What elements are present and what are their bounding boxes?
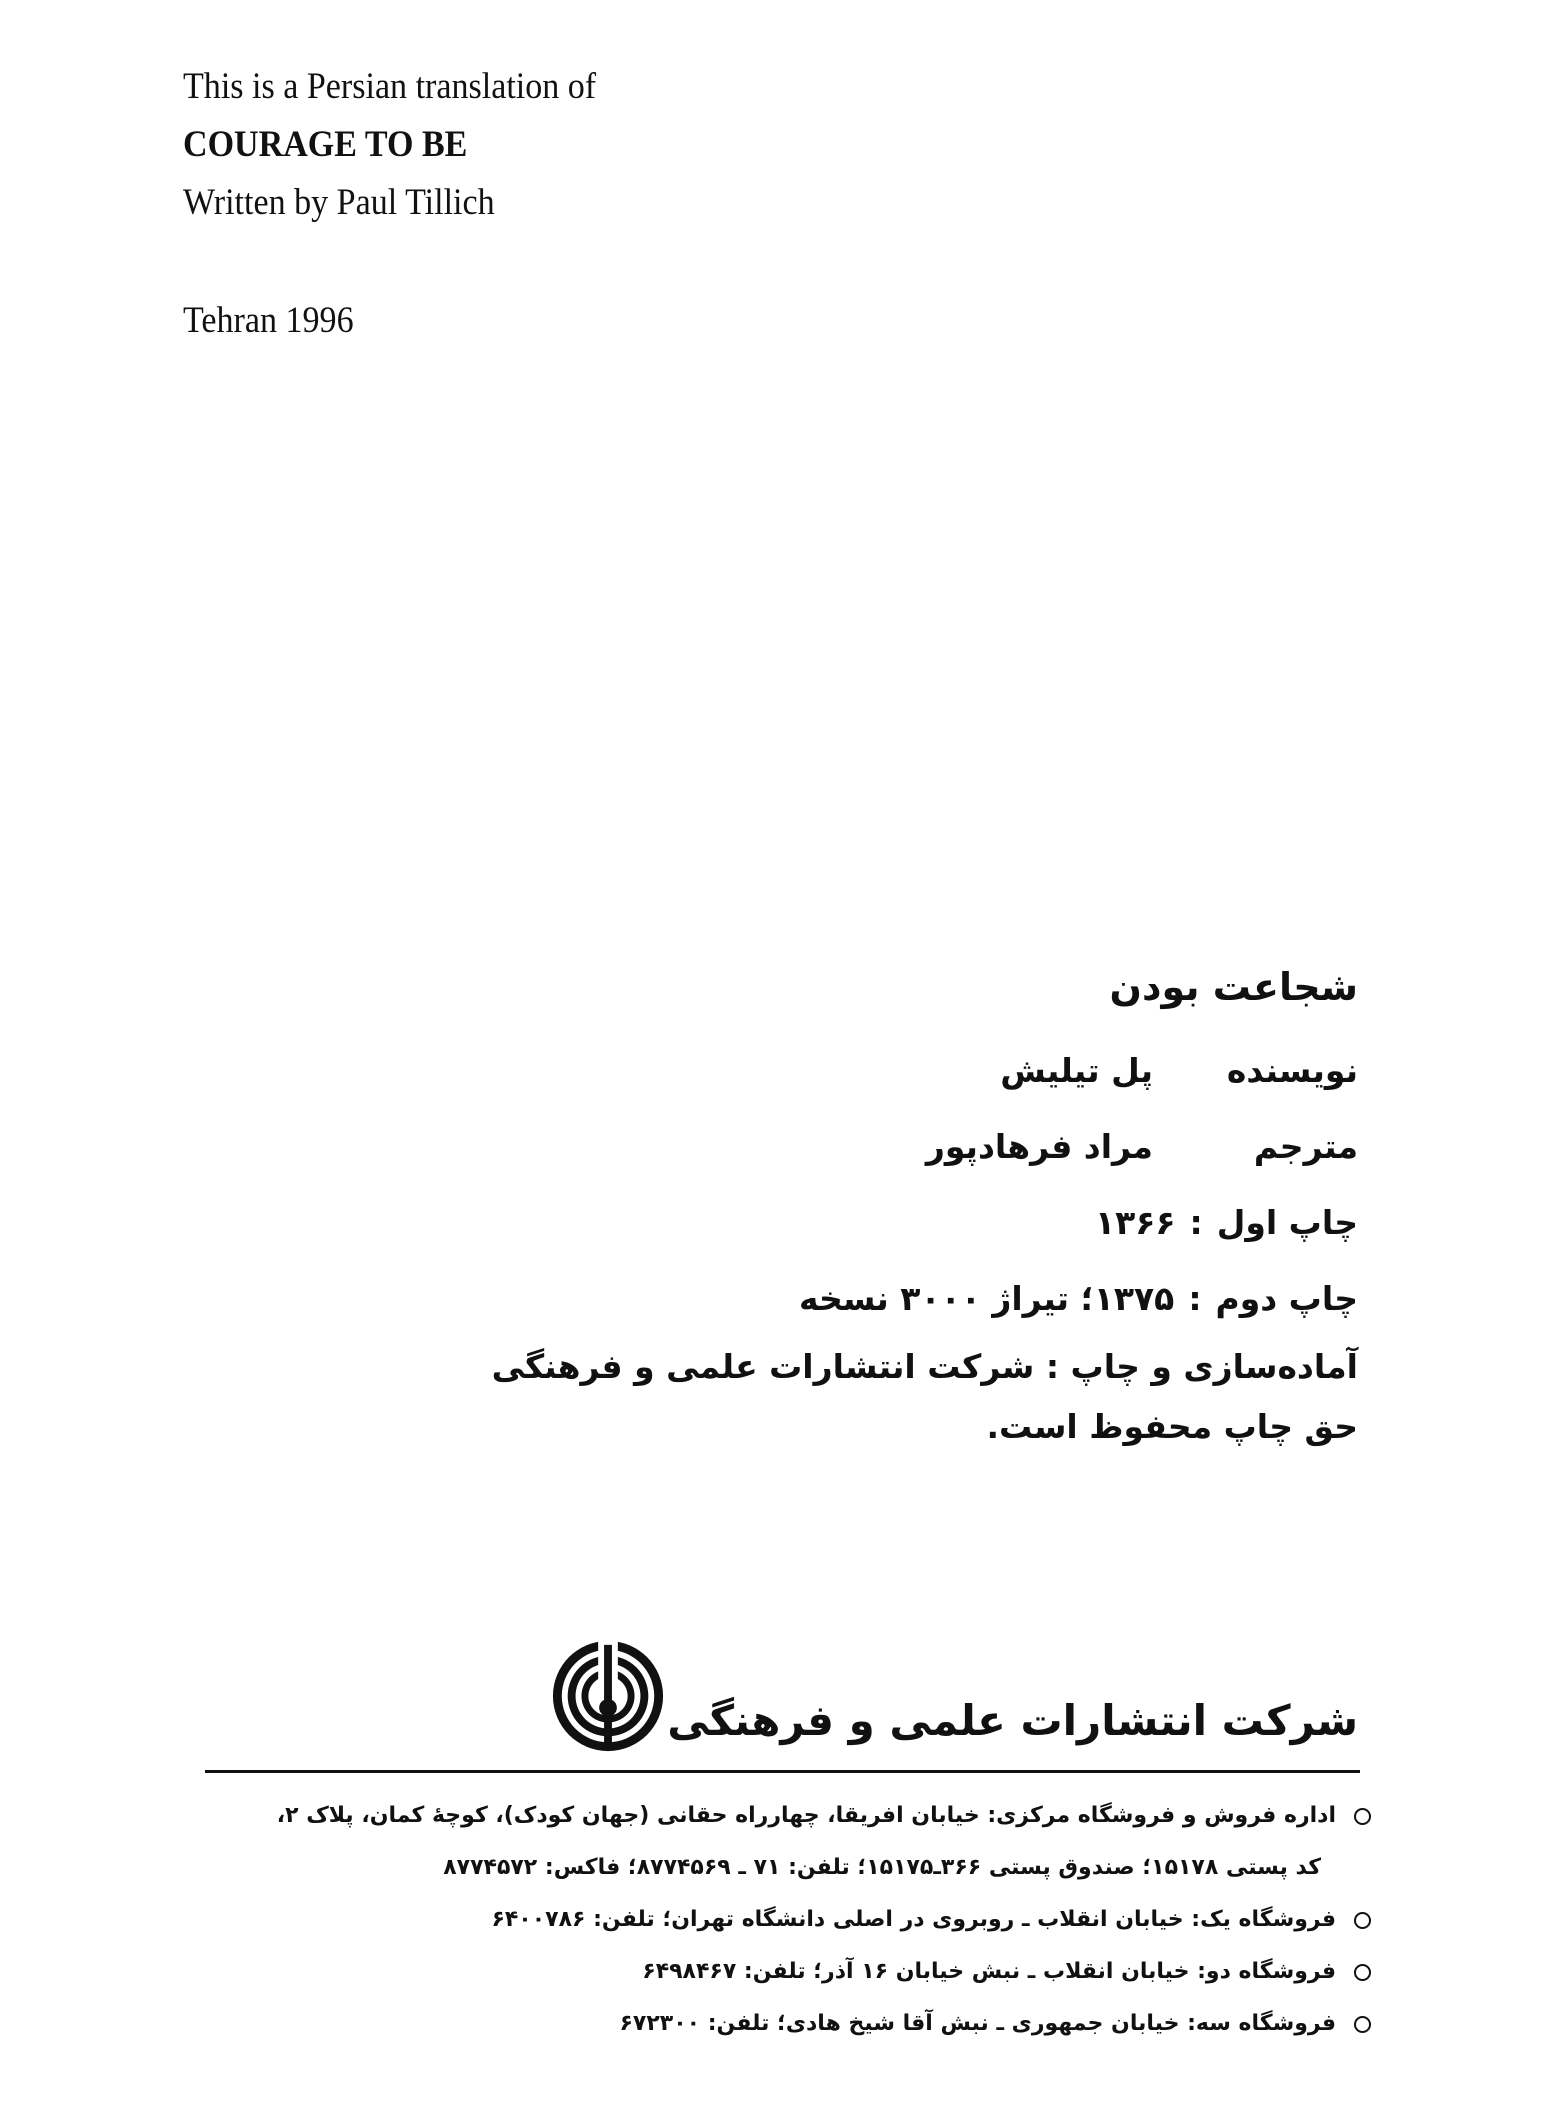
translation-note: This is a Persian translation of	[183, 66, 597, 107]
bullet-icon	[1354, 1808, 1371, 1825]
publisher-mark	[535, 1635, 1358, 1755]
separator: :	[1034, 1347, 1060, 1386]
separator: :	[1189, 1203, 1203, 1242]
divider-line	[205, 1770, 1360, 1773]
second-print-details: ۱۳۷۵؛ تیراژ ۳۰۰۰ نسخه	[799, 1279, 1175, 1318]
author-name: پل تیلیش	[1000, 1051, 1153, 1090]
publisher-addresses	[261, 1790, 1371, 2050]
second-print-row	[638, 1261, 1358, 1337]
book-title: شجاعت بودن	[1109, 965, 1358, 1009]
address-item	[261, 1790, 1371, 1842]
publisher-emblem-icon	[549, 1637, 667, 1755]
production-value: شرکت انتشارات علمی و فرهنگی	[491, 1347, 1035, 1386]
publisher-name: شرکت انتشارات علمی و فرهنگی	[667, 1696, 1358, 1745]
production-label: آماده‌سازی و چاپ	[1070, 1347, 1358, 1386]
head-office-address: اداره فروش و فروشگاه مرکزی: خیابان افریقا، چهارراه حقانی (جهان کودک)، کوچهٔ کمان، پلاک ۲،	[276, 1803, 1336, 1828]
address-item	[261, 1894, 1371, 1946]
original-title: COURAGE TO BE	[183, 124, 468, 165]
translator-name: مراد فرهادپور	[925, 1127, 1153, 1166]
author-label: نویسنده	[1226, 1051, 1358, 1090]
first-print-year: ۱۳۶۶	[1094, 1203, 1176, 1242]
copyright-notice: حق چاپ محفوظ است.	[986, 1407, 1358, 1446]
first-print-row	[638, 1185, 1358, 1261]
shop-one-address: فروشگاه یک: خیابان انقلاب ـ روبروی در اصلی دانشگاه تهران؛ تلفن: ۶۴۰۰۷۸۶	[491, 1907, 1336, 1932]
bullet-icon	[1354, 1964, 1371, 1981]
separator: :	[1188, 1279, 1202, 1318]
second-print-label: چاپ دوم	[1215, 1279, 1358, 1318]
bullet-icon	[1354, 2016, 1371, 2033]
shop-three-address: فروشگاه سه: خیابان جمهوری ـ نبش آقا شیخ هادی؛ تلفن: ۶۷۲۳۰۰	[619, 2011, 1336, 2036]
persian-colophon	[491, 955, 1358, 1457]
head-office-contact: کد پستی ۱۵۱۷۸؛ صندوق پستی ۳۶۶ـ۱۵۱۷۵؛ تلفن: ۷۱ ـ ۸۷۷۴۵۶۹؛ فاکس: ۸۷۷۴۵۷۲	[443, 1855, 1321, 1880]
address-item	[261, 1998, 1371, 2050]
shop-two-address: فروشگاه دو: خیابان انقلاب ـ نبش خیابان ۱۶ آذر؛ تلفن: ۶۴۹۸۴۶۷	[642, 1959, 1336, 1984]
translator-row	[638, 1109, 1358, 1185]
address-item	[261, 1946, 1371, 1998]
original-author: Written by Paul Tillich	[183, 182, 495, 223]
author-row	[638, 1033, 1358, 1109]
bullet-icon	[1354, 1912, 1371, 1929]
first-print-label: چاپ اول	[1216, 1203, 1358, 1242]
place-and-year: Tehran 1996	[183, 300, 354, 341]
translator-label: مترجم	[1253, 1127, 1358, 1166]
production-row	[491, 1337, 1358, 1397]
english-colophon	[183, 58, 883, 350]
